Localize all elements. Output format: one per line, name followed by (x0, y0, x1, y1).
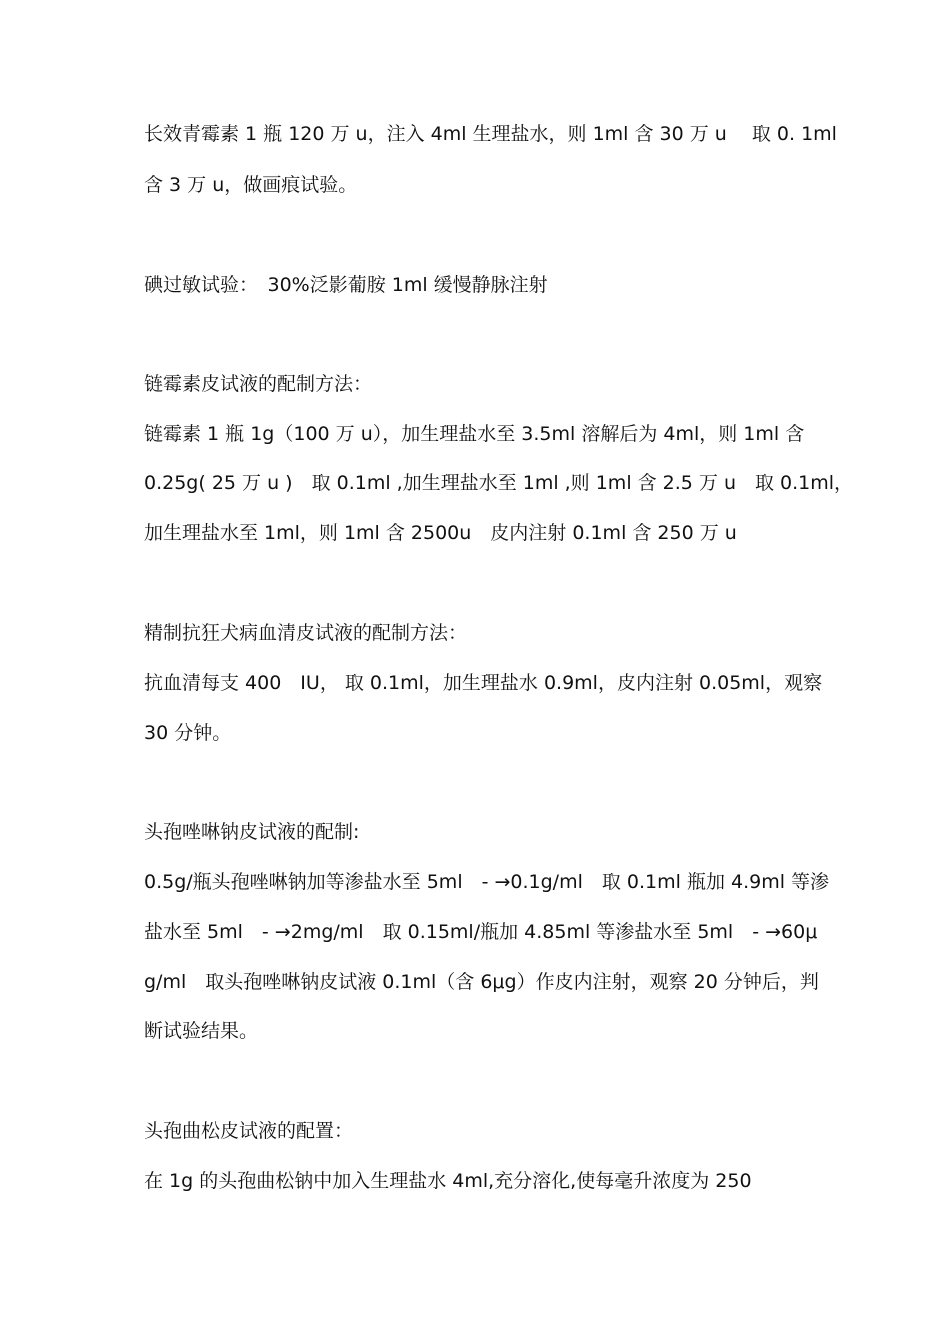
iodine-test-line: 碘过敏试验： 30%泛影葡胺 1ml 缓慢静脉注射 (144, 274, 548, 296)
ceftriaxone-text-line-1: 在 1g 的头孢曲松钠中加入生理盐水 4ml,充分溶化,使每毫升浓度为 250 (144, 1170, 752, 1192)
penicillin-text-line-1: 长效青霉素 1 瓶 120 万 u，注入 4ml 生理盐水，则 1ml 含 30 万 u 取 0. 1ml (144, 123, 837, 145)
rabies-heading: 精制抗狂犬病血清皮试液的配制方法： (144, 622, 468, 644)
penicillin-text-line-2: 含 3 万 u，做画痕试验。 (144, 174, 358, 196)
streptomycin-text-line-3: 加生理盐水至 1ml，则 1ml 含 2500u 皮内注射 0.1ml 含 250 万 u (144, 522, 737, 544)
cefazolin-text-line-1: 0.5g/瓶头孢唑啉钠加等渗盐水至 5ml - →0.1g/ml 取 0.1ml 瓶加 4.9ml 等渗 (144, 871, 830, 893)
cefazolin-text-line-4: 断试验结果。 (144, 1020, 259, 1042)
cefazolin-text-line-2: 盐水至 5ml - →2mg/ml 取 0.15ml/瓶加 4.85ml 等渗盐水至 5ml - →60μ (144, 921, 818, 943)
rabies-text-line-1: 抗血清每支 400 IU， 取 0.1ml，加生理盐水 0.9ml，皮内注射 0.05ml，观察 (144, 672, 823, 694)
cefazolin-heading: 头孢唑啉钠皮试液的配制: (144, 821, 360, 843)
ceftriaxone-heading: 头孢曲松皮试液的配置： (144, 1120, 354, 1142)
streptomycin-text-line-2: 0.25g( 25 万 u ) 取 0.1ml ,加生理盐水至 1ml ,则 1ml 含 2.5 万 u 取 0.1ml， (144, 472, 854, 494)
streptomycin-text-line-1: 链霉素 1 瓶 1g（100 万 u），加生理盐水至 3.5ml 溶解后为 4ml，则 1ml 含 (144, 423, 805, 445)
streptomycin-heading: 链霉素皮试液的配制方法： (144, 373, 373, 395)
rabies-text-line-2: 30 分钟。 (144, 722, 232, 744)
cefazolin-text-line-3: g/ml 取头孢唑啉钠皮试液 0.1ml（含 6μg）作皮内注射，观察 20 分钟后，判 (144, 971, 819, 993)
